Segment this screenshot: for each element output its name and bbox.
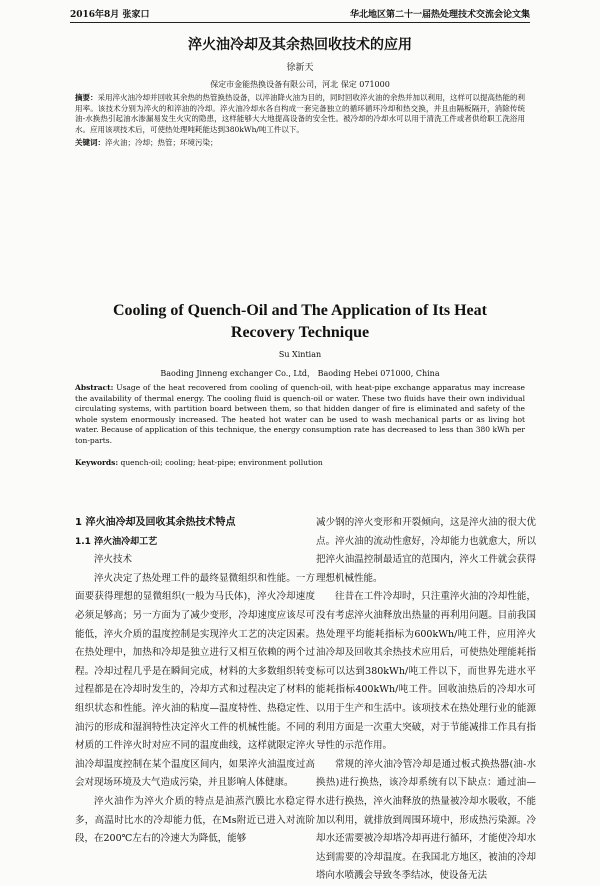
title-cn: 淬火油冷却及其余热回收技术的应用: [188, 37, 412, 53]
section-heading: 1 淬火油冷却及回收其余热技术特点: [75, 517, 236, 528]
header-left: 2016年8月 张家口: [70, 10, 150, 20]
abstract-en-text: Usage of the heat recovered from cooling of quench-oil, with heat-pipe exchange apparatus may increase the availability of thermal energy. The cooling fluid is quench-oil or water. These two fluids have their own individual circulating systems, with partition board between them, so that hidden danger of fire is eliminated and safety of the whole system enormously increased. The heated hot water can be used to wash mechanical parts or as living hot water. Because of application of this technique, the energy consumption rate has decreased to less than 380 kWh per ton-parts.: [75, 383, 525, 445]
right-column: [316, 514, 536, 886]
subsection-heading: 1.1 淬火油冷却工艺: [75, 536, 158, 547]
affiliation-cn: 保定市金能热换设备有限公司，河北 保定 071000: [210, 80, 390, 89]
paragraph: 常规的淬火油冷管冷却是通过板式换热器(油-水换热)进行换热，该冷却系统有以下缺点：通过油—水进行换热，淬火油释放的热量被冷却水吸收，不能加以利用，就排放到周围环境中，形成热污染源。冷却水还需要被冷却塔冷却再进行循环，才能使冷却水达到需要的冷却温度。在我国北方地区，被油的冷却塔向水喷溅会导致冬季结冰，使设备无法: [316, 758, 536, 882]
running-header: [70, 8, 530, 23]
paragraph: 淬火决定了热处理工件的最终显微组织和性能。一方面要获得理想的显微组织(一般为马氏体)，淬火冷却速度必须足够高；另一方面为了减少变形，冷却速度应该尽可能低，淬火介质的温度控制是实现淬火工艺的决定因素。在热处理中，加热和冷却是独立进行又相互依赖的两个过程。冷却过程几乎是在瞬间完成，材料的大多数组织转变过程都是在冷却时发生的，冷却方式和过程决定了材料的组织状态和性能。淬火油的粘度—温度特性、热稳定性、油污的形成和湿润特性决定淬火工件的机械性能。不同的材质的工件淬火时对应不同的温度曲线，这样就限定淬火油冷却温度控制在某个温度区间内，如果淬火油温度过高会对现场环境及大气造成污染，并且影响人体健康。: [75, 572, 315, 789]
keywords-cn: [75, 138, 525, 149]
paragraph: 减少钢的淬火变形和开裂倾向，这是淬火油的很大优点。淬火油的流动性愈好，冷却能力也就愈大，所以把淬火油温控制最适宜的范围内，淬火工件就会获得理想机械性能。: [316, 517, 536, 584]
abstract-en: [75, 383, 525, 446]
keywords-cn-label: 关键词：: [75, 138, 105, 147]
affiliation-en: Baoding Jinneng exchanger Co., Ltd， Baoding Hebei 071000, China: [160, 369, 440, 378]
keywords-en-text: quench-oil; cooling; heat-pipe; environment pollution: [118, 458, 323, 467]
abstract-cn: [75, 93, 525, 135]
paragraph: 淬火油作为淬火介质的特点是油蒸汽膜比水稳定得多，高温时比水的冷却能力低，在Ms附近已进入对流阶段，在200℃左右的冷速大为降低，能够: [75, 795, 315, 845]
left-column: [75, 514, 315, 849]
author-cn: 徐新天: [286, 63, 314, 73]
subheading: 淬火技术: [94, 554, 133, 566]
abstract-cn-text: 采用淬火油冷却并回收其余热的热管换热设备，以淬油降火油为目的，同时回收淬火油的余热并加以利用，这样可以提高热能的利用率。该技术分别为淬火的和淬油的冷却。淬火油冷却水各自构成一套完备独立的循环循环冷却和热交换，并且由隔板隔开，消除传统油-水换热引起油水渗漏易发生火灾的隐患，这样能够大大地提高设备的安全性。被冷却的冷却水可以用于清洗工件或者供给职工洗浴用水。应用该项技术后，可使热处理吨耗能达到380kWh/吨工件以下。: [75, 93, 525, 134]
title-en: Cooling of Quench-Oil and The Application of Its Heat Recovery Technique: [113, 302, 487, 341]
paragraph: 往昔在工件冷却时，只注重淬火油的冷却性能，没有考虑淬火油释放出热量的再利用问题。目前我国热处理平均能耗指标为600kWh/吨工件，应用淬火油冷却及回收其余热技术应用后，可使热处理能耗指标可以达到380kWh/吨工件以下，而世界先进水平能耗指标400kWh/吨工件。回收油热后的冷却水可以用于生产和生活中。该项技术在热处理行业的能源利用方面是一次重大突破，对于节能减排工作具有指导性的示范作用。: [316, 591, 536, 752]
header-right: 华北地区第二十一届热处理技术交流会论文集: [349, 10, 530, 20]
abstract-cn-label: 摘要：: [75, 93, 98, 102]
author-en: Su Xintian: [278, 350, 322, 359]
abstract-en-label: Abstract:: [75, 383, 114, 392]
keywords-en: [75, 458, 525, 469]
keywords-cn-text: 淬火油；冷却；热管；环境污染；: [105, 138, 218, 147]
keywords-en-label: Keywords:: [75, 458, 119, 467]
